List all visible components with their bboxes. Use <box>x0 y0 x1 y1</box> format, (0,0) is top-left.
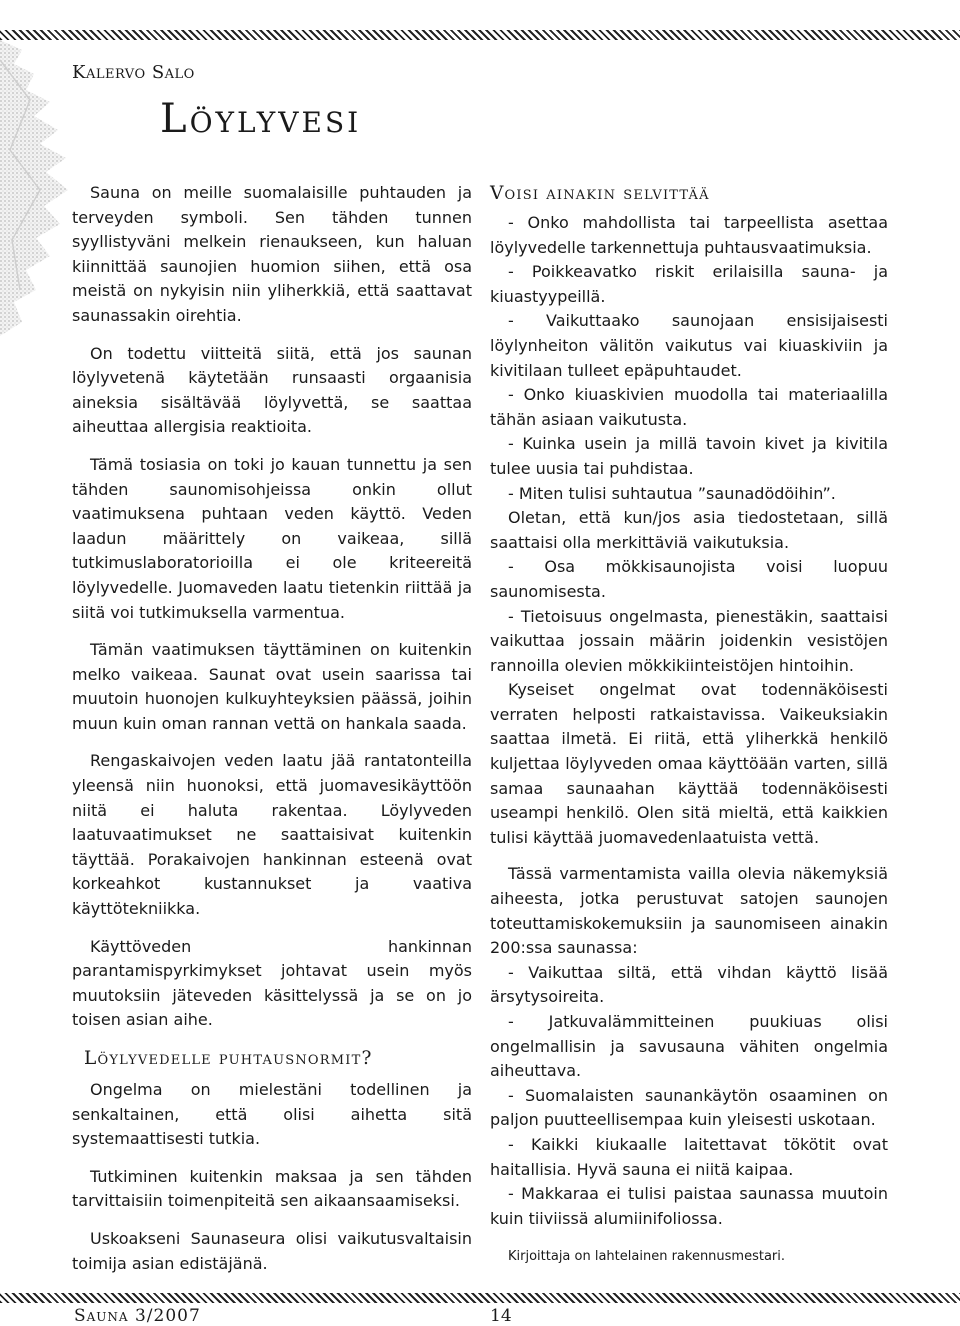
author-credit: Kirjoittaja on lahtelainen rakennusmestari. <box>508 1249 786 1265</box>
paragraph: Rengaskaivojen veden laatu jää rantatonteilla yleensä niin huonoksi, että juomavesikäyttöön niitä ei haluta rakentaa. Löylyveden laatuvaatimukset ne saattaisivat kuitenkin täyttää. Porakaivojen hankinnan esteenä ovat korkeahkot kustannukset ja vaativa käyttötekniikka. <box>72 751 472 919</box>
list-item: - Kuinka usein ja millä tavoin kivet ja kivitila tulee uusia tai puhdistaa. <box>490 434 888 478</box>
top-hatch-border <box>0 30 960 40</box>
paragraph: Tutkiminen kuitenkin maksaa ja sen tähden tarvittaisiin toimenpiteitä sen aikaansaamiseksi. <box>72 1166 472 1211</box>
paragraph: On todettu viitteitä siitä, että jos saunan löylyvetenä käytetään runsaasti orgaanisia aineksia sisältävää löylyvettä, se saattaa aiheuttaa allergisia reaktioita. <box>72 343 472 437</box>
list-item: - Suomalaisten saunankäytön osaaminen on paljon puutteellisempaa kuin yleisesti uskotaan. <box>490 1085 888 1130</box>
list-item: - Miten tulisi suhtautua ”saunadödöihin”. <box>508 483 836 503</box>
paragraph: Ongelma on mielestäni todellinen ja senkaltainen, että olisi aihetta sitä systemaattisesti tutkia. <box>72 1080 472 1149</box>
footer-page-number: 14 <box>490 1306 512 1326</box>
list-item: - Tietoisuus ongelmasta, pienestäkin, saattaisi vaikuttaa jossain määrin joidenkin vesistöjen rannoilla olevien mökkikiinteistöjen hintoihin. <box>490 606 888 675</box>
paragraph: Uskoakseni Saunaseura olisi vaikutusvaltaisin toimija asian edistäjänä. <box>72 1228 472 1273</box>
paragraph: Tämä tosiasia on toki jo kauan tunnettu ja sen tähden saunomisohjeissa onkin ollut vaatimuksena puhtaan veden käyttö. Veden laadun määrittely on vaikeaa, sillä tutkimuslaboratorioilla ei ole kriteereitä löylyvedelle. Juomaveden laatu tietenkin riittää ja siitä voi tutkimuksella varmentua. <box>72 454 472 622</box>
list-item: - Onko mahdollista tai tarpeellista asettaa löylyvedelle tarkennettuja puhtausvaatimuksia. <box>490 213 888 257</box>
list-item: - Vaikuttaako saunojaan ensisijaisesti löylynheiton välitön vaikutus vai kiuaskiviin ja kivitilaan tulleet epäpuhtaudet. <box>490 311 888 380</box>
paragraph: Kyseiset ongelmat ovat todennäköisesti verraten helposti ratkaistavissa. Vaikeuksiakin saattaa ilmetä. Ei riitä, että yliherkkä henkilö kuljettaa löylyveden omaa käyttöään varten, sillä samaa saunaahan käyttää todennäköisesti useampi henkilö. Olen sitä mieltä, että kaikkien tulisi käyttää juomavedenlaatuista vettä. <box>490 680 888 847</box>
list-item: - Onko kiuaskivien muodolla tai materiaalilla tähän asiaan vaikutusta. <box>490 385 888 429</box>
author-name: Kalervo Salo <box>72 62 195 83</box>
paragraph: Oletan, että kun/jos asia tiedostetaan, sillä saattaisi olla merkittäviä vaikutuksia. <box>490 508 888 552</box>
list-item: - Vaikuttaa siltä, että vihdan käyttö lisää ärsytysoireita. <box>490 962 888 1007</box>
list-item: - Poikkeavatko riskit erilaisilla sauna- ja kiuastyypeillä. <box>490 262 888 306</box>
paragraph: Tässä varmentamista vailla olevia näkemyksiä aiheesta, jotka perustuvat satojen saunojen toteuttamiskokemuksiin ja saunomiseen ainakin 200:ssa saunassa: <box>490 864 888 958</box>
list-item: - Makkaraa ei tulisi paistaa saunassa muutoin kuin tiiviissä alumiinifoliossa. <box>490 1184 888 1228</box>
section-heading: Voisi ainakin selvittää <box>490 183 710 204</box>
paragraph: Sauna on meille suomalaisille puhtauden ja terveyden symboli. Sen tähden tunnen syyllistyväni melkein rienaukseen, kun haluan kiinnittää saunojien huomion siihen, että osa meistä on nykyisin niin yliherkkiä, että saattavat saunassakin oirehtia. <box>72 183 472 325</box>
subheading: Löylyvedelle puhtausnormit? <box>84 1048 373 1069</box>
list-item: - Osa mökkisaunojista voisi luopuu saunomisesta. <box>490 557 888 601</box>
bottom-hatch-border <box>0 1293 960 1303</box>
left-column <box>72 181 472 1289</box>
leaf-decoration-icon <box>0 40 75 340</box>
article-title: Löylyvesi <box>160 96 362 142</box>
paragraph: Tämän vaatimuksen täyttäminen on kuitenkin melko vaikeaa. Saunat ovat usein saarissa tai muutoin huonojen kulkuyhteyksien päässä, joihin muun kuin oman rannan vettä on hankala saada. <box>72 640 472 733</box>
list-item: - Kaikki kiukaalle laitettavat tökötit ovat haitallisia. Hyvä sauna ei niitä kaipaa. <box>490 1134 888 1179</box>
paragraph: Käyttöveden hankinnan parantamispyrkimykset johtavat usein myös muutoksiin jäteveden käsittelyssä ja se on jo toisen asian aihe. <box>72 936 472 1030</box>
right-column <box>490 181 888 1270</box>
list-item: - Jatkuvalämmitteinen puukiuas olisi ongelmallisin ja savusauna vähiten ongelmia aiheuttava. <box>490 1012 888 1081</box>
footer-magazine-issue: Sauna 3/2007 <box>74 1306 201 1326</box>
